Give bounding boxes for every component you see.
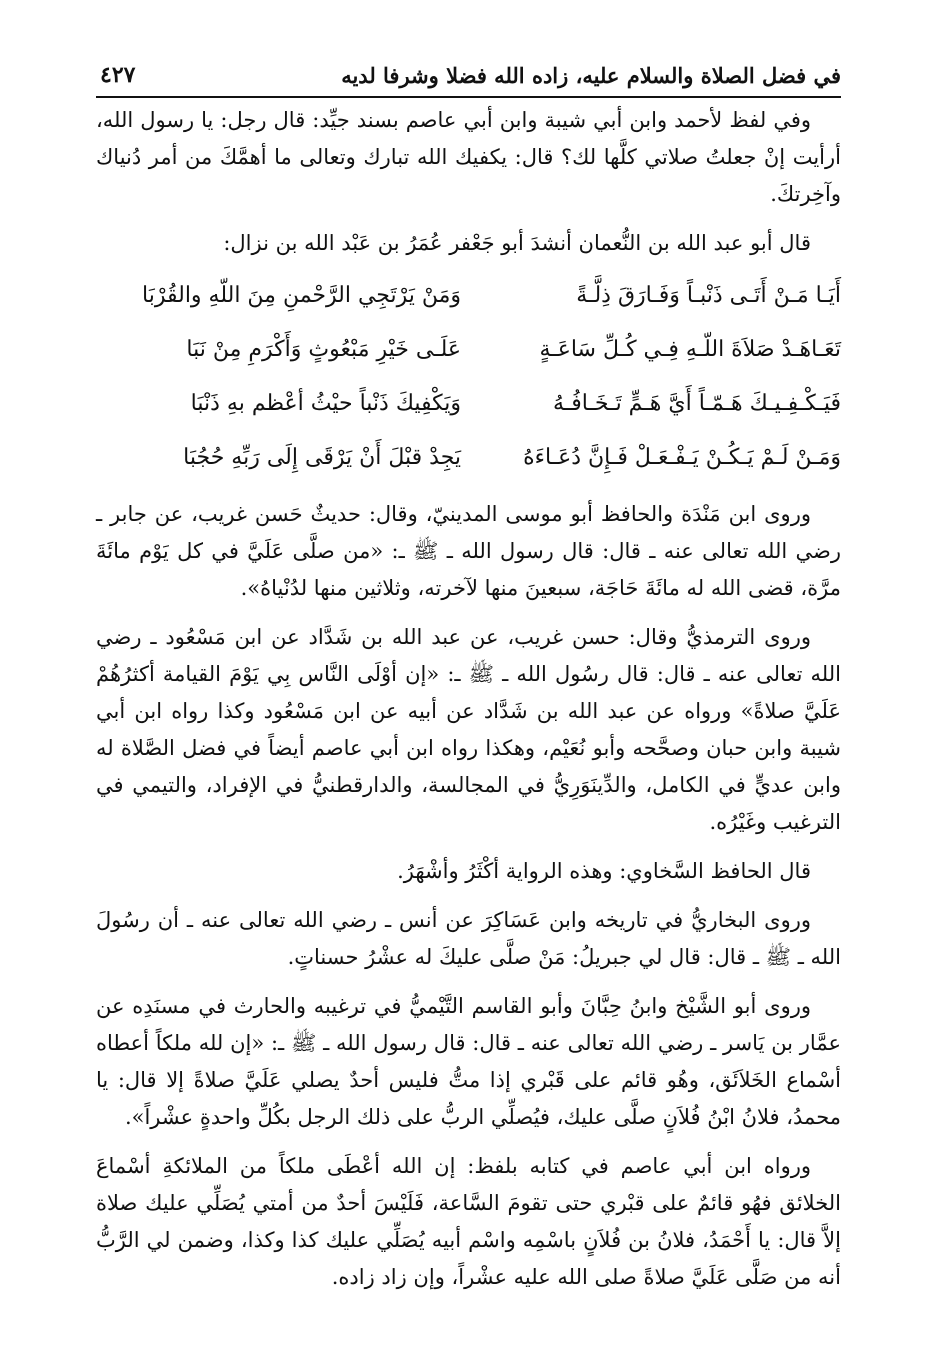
paragraph: وروى الترمذيُّ وقال: حسن غريب، عن عبد الله بن شَدَّاد عن ابن مَسْعُود ـ رضي الله تعالى عنه ـ قال: قال رسُول الله ـ ﷺ ـ: «إن أوْلَى النَّاس بِي يَوْمَ القيامة أكثرُهُمْ عَلَيَّ صلاةً» ورواه عن عبد الله بن شَدَّاد عن أبيه عن ابن مَسْعُود وكذا رواه ابن أبي شيبة وابن حبان وصحَّحه وأبو نُعَيْم، وهكذا رواه ابن أبي عاصم أيضاً في فضل الصَّلاة له وابن عديٍّ في الكامل، والدِّينَوَرِيُّ في المجالسة، والدارقطنيُّ في الإفراد، والتيمي في الترغيب وغَيْرُه. <box>96 625 841 834</box>
paragraph: وفي لفظ لأحمد وابن أبي شيبة وابن أبي عاصم بسند جيِّد: قال رجل: يا رسول الله، أرأيت إنْ جعلتُ صلاتي كلَّها لك؟ قال: يكفيك الله تبارك وتعالى ما أهمَّكَ من أمر دُنياك وآخِرتكَ. <box>96 108 841 206</box>
paragraph: وروى أبو الشَّيْخ وابنُ حِبَّانَ وأبو القاسم التَّيْميُّ في ترغيبه والحارث في مسنَدِه عن عمَّار بن يَاسر ـ رضي الله تعالى عنه ـ قال: قال رسول الله ـ ﷺ ـ: «إن لله ملكاً أعطاه أسْماع الخَلاَئَق، وهُو قائم على قَبْري إذا متُّ فليس أحدٌ يصلي عَلَيَّ صلاةً إلا قال: يا محمدُ، فلانُ ابْنُ فُلاَنٍ صلَّى عليك، فيُصلِّي الربُّ على ذلك الرجل بكُلِّ واحدةٍ عشْراً». <box>96 994 841 1129</box>
poem-hemistich-second: عَلَـى خَيْرِ مَبْعُوثٍ وَأَكْرَمِ مِنْ نَبَا <box>186 336 462 362</box>
poem-hemistich-first: فَيَـكْـفِـيـكَ هَـمّـاً أَيَّ هَـمٍّ تَـخَـافُـهُ <box>553 390 841 416</box>
page-header <box>96 38 841 98</box>
running-title: في فضل الصلاة والسلام عليه، زاده الله فضلا وشرفا لديه <box>341 63 841 88</box>
poem <box>96 268 841 484</box>
poem-hemistich-second: وَيَكْفِيكَ ذَنْباً حيْثُ أعْظم بهِ ذَنْبَا <box>190 390 462 416</box>
paragraph: قال الحافظ السَّخاوي: وهذه الرواية أكْثَرُ وأشْهَرُ. <box>397 859 811 883</box>
poem-hemistich-second: وَمَنْ يَرْتَجِي الرَّحْمنِ مِنَ اللّهِ والقُرْبَا <box>142 282 462 308</box>
paragraph: وروى ابن مَنْدَة والحافظ أبو موسى المدينيّ، وقال: حديثٌ حَسن غريب، عن جابر ـ رضي الله تعالى عنه ـ قال: قال رسول الله ـ ﷺ ـ: «من صلَّى عَلَيَّ في كل يَوْم مائَةَ مرَّة، قضى الله له مائَةَ حَاجَة، سبعينَ منها لآخرته، وثلاثين منها لدُنْياهُ». <box>96 502 841 600</box>
poem-verse <box>96 376 841 430</box>
poem-verse <box>96 322 841 376</box>
paragraph: ورواه ابن أبي عاصم في كتابه بلفظ: إن الله أعْطَى ملكاً من الملائكةِ أسْماعَ الخلائق فهُو قائمٌ على قبْري حتى تقومَ السَّاعة، فَلَيْسَ أحدٌ من أمتي يُصَلِّي عليك صلاة إلاَّ قال: يا أَحْمَدُ، فلانُ بن فُلاَنٍ باسْمِه واسْم أبيه يُصَلِّي عليك كذا وكذا، وضمن لي الرَّبُّ أنه من صَلَّى عَلَيَّ صلاةً صلى الله عليه عشْراً، وإن زاد زاده. <box>96 1154 841 1289</box>
poem-verse <box>96 268 841 322</box>
poem-hemistich-first: وَمَـنْ لَـمْ يَـكُـنْ يَـفْـعَـلْ فَـإِنَّ دُعَـاءَهُ <box>523 444 841 470</box>
poem-hemistich-first: تَعَـاهَـدْ صَلاَةَ اللّـهِ فِـي كُـلِّ سَاعَـةٍ <box>539 336 841 362</box>
poem-intro: قال أبو عبد الله بن النُّعمان أنشدَ أبو جَعْفر عُمَرُ بن عَبْد الله بن نزال: <box>223 231 811 255</box>
page-body <box>96 100 841 1308</box>
poem-verse <box>96 430 841 484</box>
page-number: ٤٢٧ <box>100 62 136 88</box>
paragraph: وروى البخاريُّ في تاريخه وابن عَسَاكِرَ عن أنس ـ رضي الله تعالى عنه ـ أن رسُولَ الله ـ ﷺ ـ قال: قال لي جبريلُ: مَنْ صلَّى عليكَ له عشْرُ حسناتٍ. <box>96 908 841 969</box>
poem-hemistich-second: يَجِدْ قبْلَ أَنْ يَرْقَى إِلَى رَبِّهِ حُجُبَا <box>183 444 462 470</box>
poem-hemistich-first: أَيَـا مَـنْ أَتَـى ذَنْبـاً وَفَـارَقَ ذِلَّـةً <box>576 282 841 308</box>
